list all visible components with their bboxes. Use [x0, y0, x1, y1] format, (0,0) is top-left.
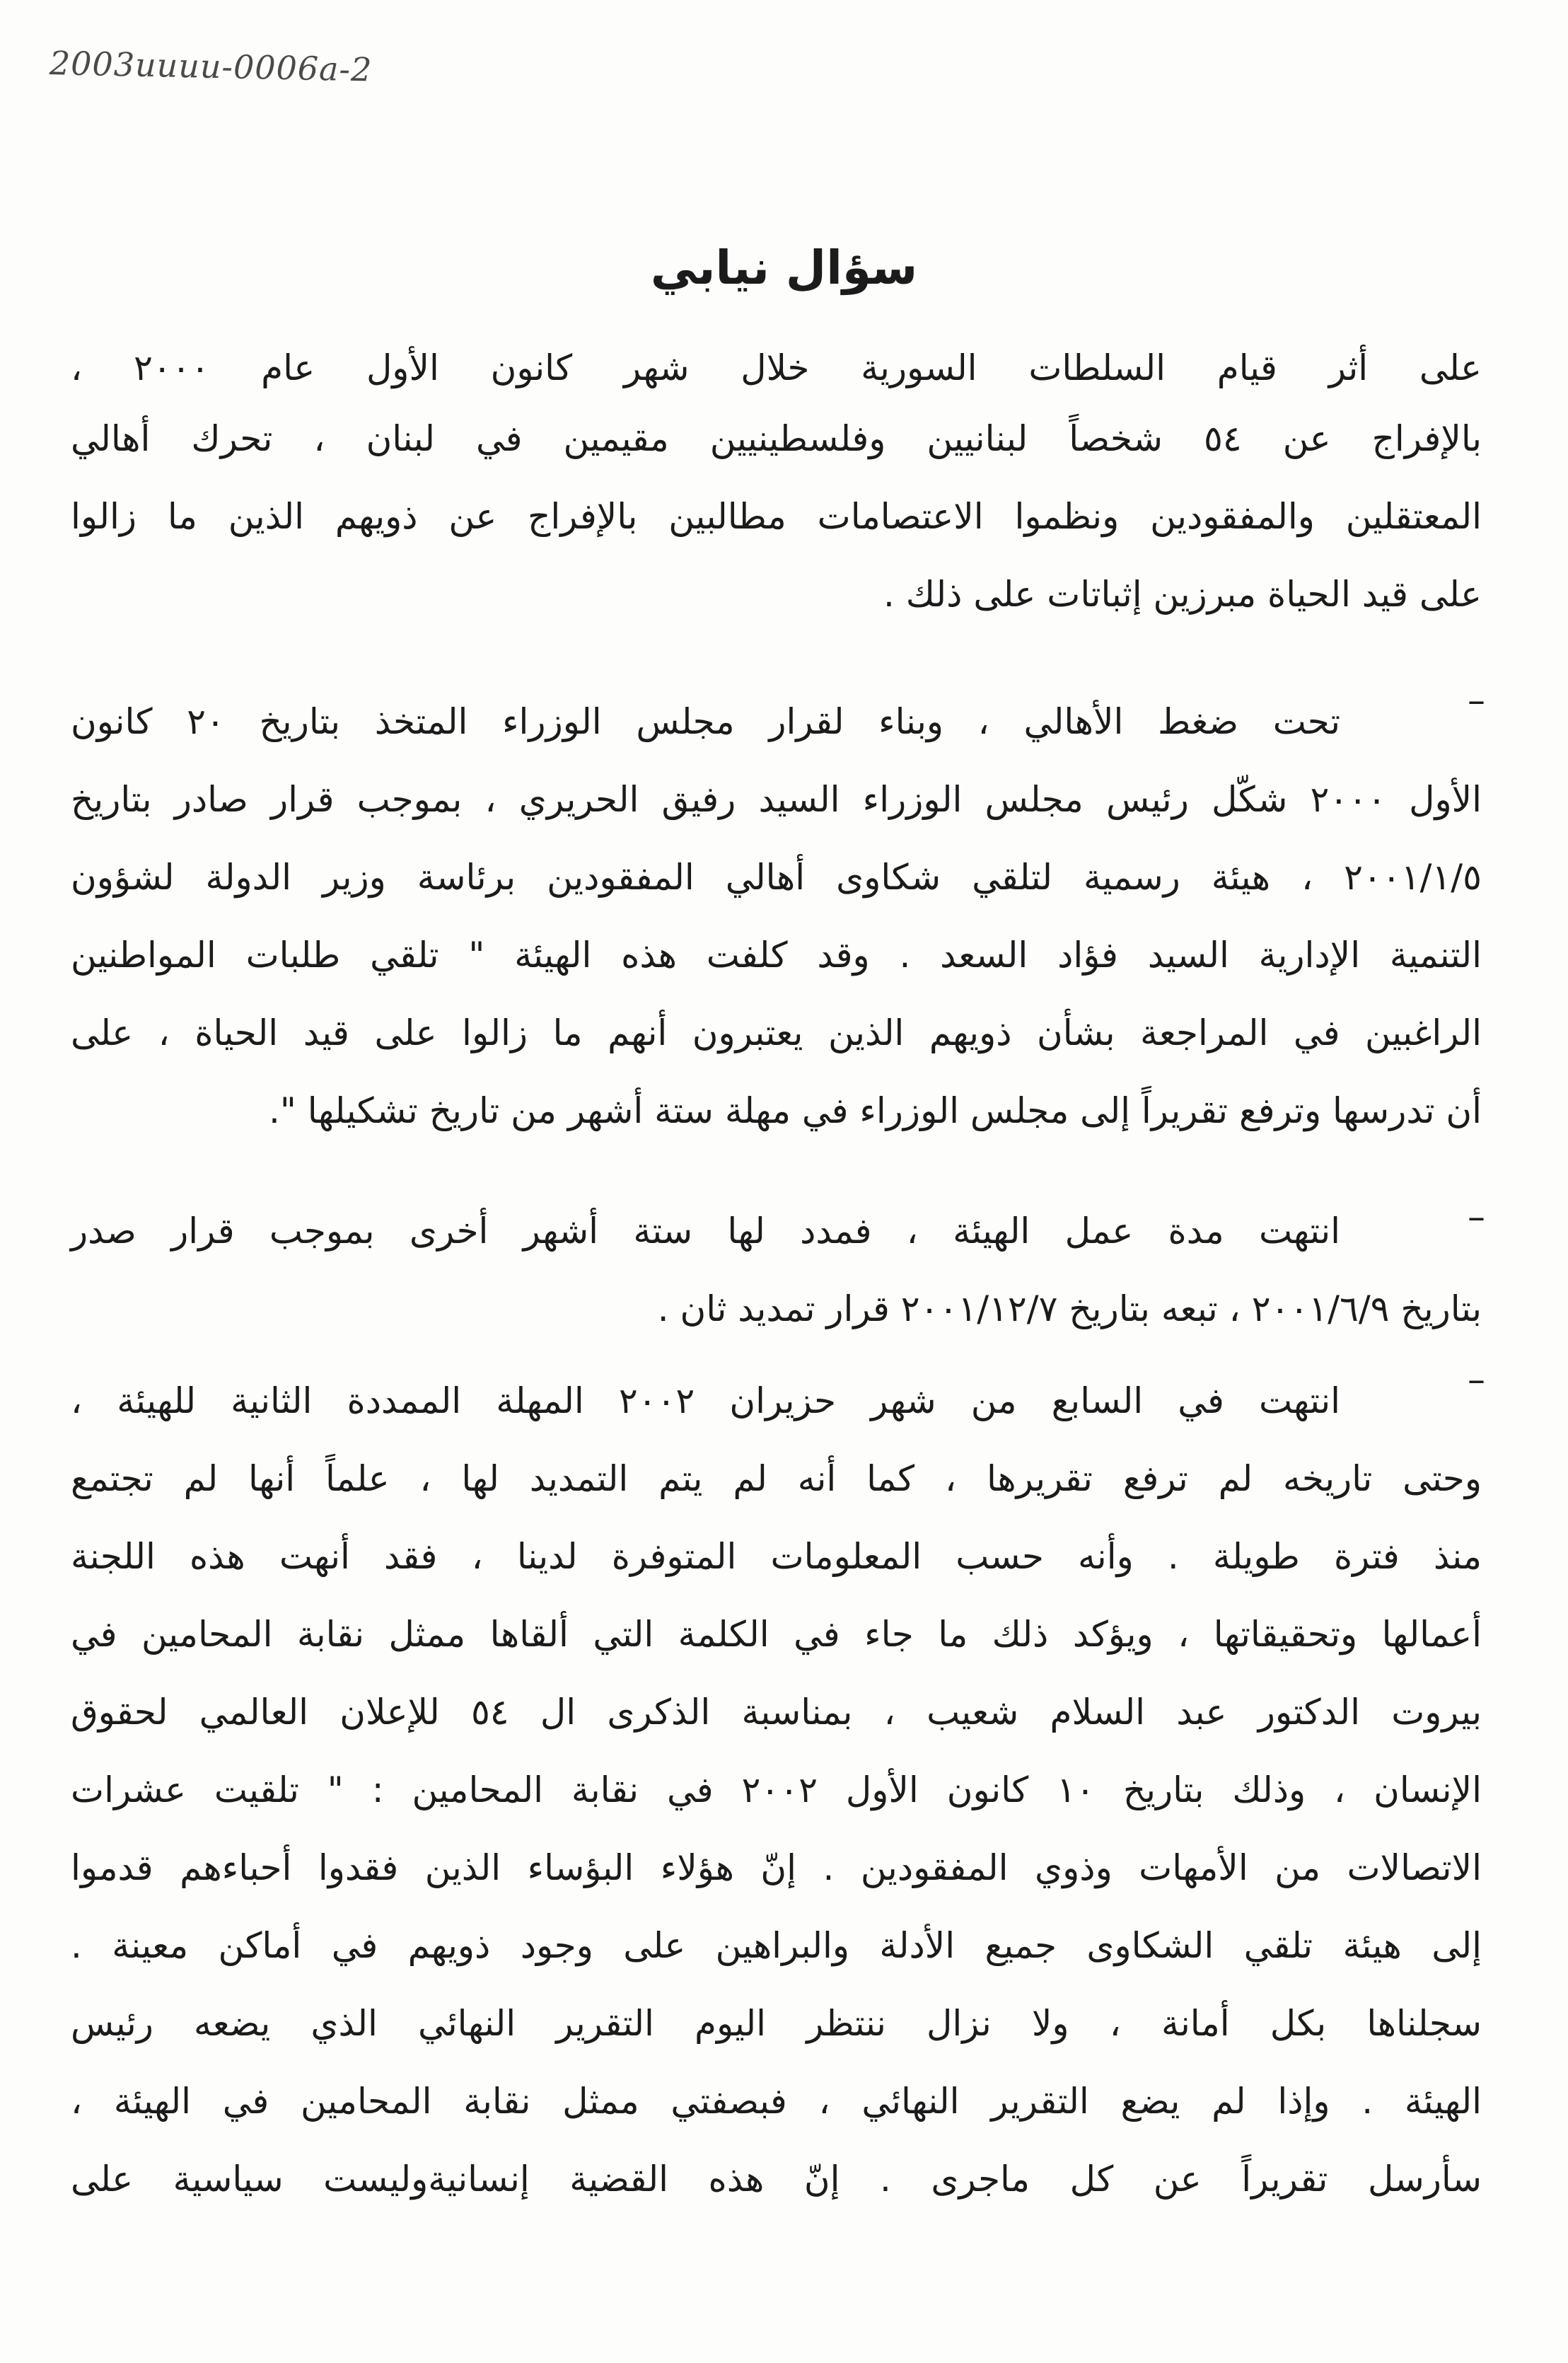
list-dash-2: – — [1468, 1196, 1485, 1237]
body-line-10: أن تدرسها وترفع تقريراً إلى مجلس الوزراء في مهلة ستة أشهر من تاريخ تشكيلها ". — [268, 1090, 1482, 1131]
body-line-17: بيروت الدكتور عبد السلام شعيب ، بمناسبة الذكرى ال ٥٤ للإعلان العالمي لحقوق — [71, 1692, 1482, 1733]
body-line-22: الهيئة . وإذا لم يضع التقرير النهائي ، فبصفتي ممثل نقابة المحامين في الهيئة ، — [71, 2081, 1482, 2122]
handwritten-reference-code: 2003uuuu-0006a-2 — [49, 44, 373, 89]
body-line-16: أعمالها وتحقيقاتها ، ويؤكد ذلك ما جاء في الكلمة التي ألقاها ممثل نقابة المحامين في — [71, 1614, 1482, 1655]
body-line-2: بالإفراج عن ٥٤ شخصاً لبنانيين وفلسطينيين مقيمين في لبنان ، تحرك أهالي — [71, 418, 1482, 459]
body-line-8: التنمية الإدارية السيد فؤاد السعد . وقد كلفت هذه الهيئة " تلقي طلبات المواطنين — [71, 935, 1482, 976]
body-line-9: الراغبين في المراجعة بشأن ذويهم الذين يعتبرون أنهم ما زالوا على قيد الحياة ، على — [71, 1012, 1482, 1053]
list-dash-3: – — [1468, 1359, 1485, 1400]
body-line-12: بتاريخ ٢٠٠١/٦/٩ ، تبعه بتاريخ ٢٠٠١/١٢/٧ قرار تمديد ثان . — [657, 1288, 1482, 1329]
body-line-18: الإنسان ، وذلك بتاريخ ١٠ كانون الأول ٢٠٠٢ في نقابة المحامين : " تلقيت عشرات — [71, 1769, 1482, 1810]
body-line-6: الأول ٢٠٠٠ شكّل رئيس مجلس الوزراء السيد رفيق الحريري ، بموجب قرار صادر بتاريخ — [71, 779, 1482, 820]
body-line-13: انتهت في السابع من شهر حزيران ٢٠٠٢ المهلة الممددة الثانية للهيئة ، — [71, 1380, 1341, 1421]
body-line-20: إلى هيئة تلقي الشكاوى جميع الأدلة والبراهين على وجود ذويهم في أماكن معينة . — [71, 1925, 1482, 1966]
body-line-7: ٢٠٠١/١/٥ ، هيئة رسمية لتلقي شكاوى أهالي المفقودين برئاسة وزير الدولة لشؤون — [71, 857, 1482, 898]
body-line-1: على أثر قيام السلطات السورية خلال شهر كانون الأول عام ٢٠٠٠ ، — [71, 347, 1482, 388]
body-line-11: انتهت مدة عمل الهيئة ، فمدد لها ستة أشهر أخرى بموجب قرار صدر — [71, 1211, 1340, 1252]
body-line-5: تحت ضغط الأهالي ، وبناء لقرار مجلس الوزراء المتخذ بتاريخ ٢٠ كانون — [71, 701, 1340, 742]
body-line-3: المعتقلين والمفقودين ونظموا الاعتصامات مطالبين بالإفراج عن ذويهم الذين ما زالوا — [71, 496, 1482, 537]
body-line-21: سجلناها بكل أمانة ، ولا نزال ننتظر اليوم التقرير النهائي الذي يضعه رئيس — [71, 2003, 1482, 2044]
body-line-14: وحتى تاريخه لم ترفع تقريرها ، كما أنه لم يتم التمديد لها ، علماً أنها لم تجتمع — [71, 1458, 1482, 1499]
list-dash-1: – — [1468, 680, 1485, 721]
body-line-23: سأرسل تقريراً عن كل ماجرى . إنّ هذه القضية إنسانيةوليست سياسية على — [71, 2159, 1482, 2200]
body-line-4: على قيد الحياة مبرزين إثباتات على ذلك . — [883, 574, 1482, 615]
body-line-19: الاتصالات من الأمهات وذوي المفقودين . إنّ هؤلاء البؤساء الذين فقدوا أحباءهم قدموا — [71, 1847, 1482, 1888]
document-title: سؤال نيابي — [650, 241, 918, 295]
body-line-15: منذ فترة طويلة . وأنه حسب المعلومات المتوفرة لدينا ، فقد أنهت هذه اللجنة — [71, 1536, 1482, 1577]
